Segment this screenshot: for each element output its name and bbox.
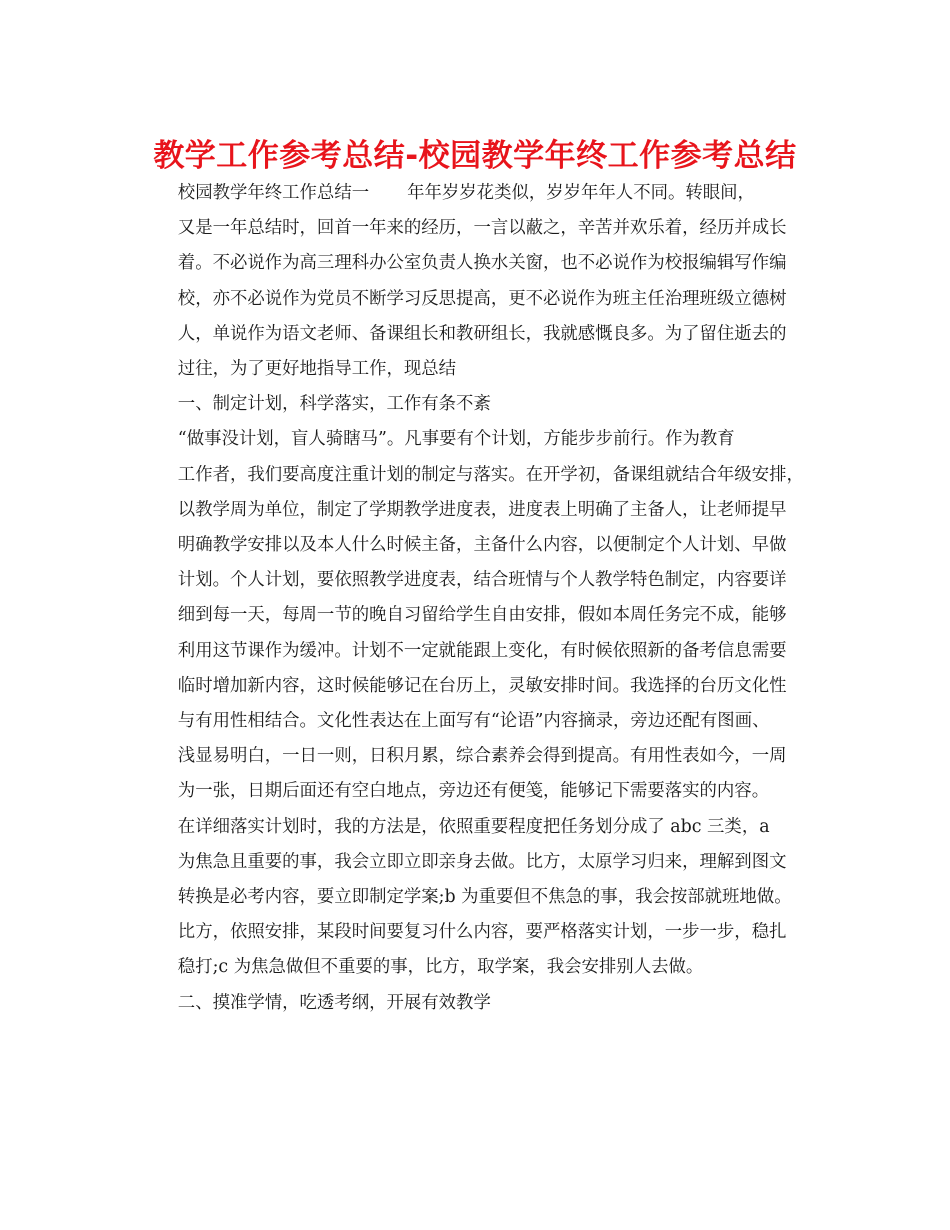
text-line: 浅显易明白，一日一则，日积月累，综合素养会得到提高。有用性表如今，一周 [177, 746, 787, 767]
document-title: 教学工作参考总结-校园教学年终工作参考总结 [153, 138, 797, 174]
text-line: 与有用性相结合。文化性表达在上面写有“论语”内容摘录，旁边还配有图画、 [177, 711, 770, 732]
paragraph-intro [143, 176, 811, 387]
text-line: 以教学周为单位，制定了学期教学进度表，进度表上明确了主备人，让老师提早 [177, 499, 787, 520]
text-line: 着。不必说作为高三理科办公室负责人换水关窗，也不必说作为校报编辑写作编 [177, 253, 787, 274]
text-line: 临时增加新内容，这时候能够记在台历上，灵敏安排时间。我选择的台历文化性 [177, 675, 787, 696]
text-line: 又是一年总结时，回首一年来的经历，一言以蔽之，辛苦并欢乐着，经历并成长 [177, 218, 787, 239]
text-line [143, 176, 811, 211]
text-segment: 年年岁岁花类似，岁岁年年人不同。转眼间， [407, 183, 755, 203]
text-line: 工作者，我们要高度注重计划的制定与落实。在开学初，备课组就结合年级安排， [177, 464, 804, 485]
section-heading-2 [143, 986, 811, 1021]
text-line: 利用这节课作为缓冲。计划不一定就能跟上变化，有时候依照新的备考信息需要 [177, 640, 787, 661]
section-heading-1 [143, 387, 811, 422]
text-line: 在详细落实计划时，我的方法是，依照重要程度把任务划分成了 abc 三类，a [177, 816, 770, 837]
text-segment: 校园教学年终工作总结一 [177, 183, 370, 203]
text-line: 为焦急且重要的事，我会立即立即亲身去做。比方，太原学习归来，理解到图文 [177, 851, 787, 872]
text-line: 转换是必考内容，要立即制定学案;b 为重要但不焦急的事，我会按部就班地做。 [177, 887, 792, 908]
text-line: 细到每一天，每周一节的晚自习留给学生自由安排，假如本周任务完不成，能够 [177, 605, 787, 626]
heading-text: 一、制定计划，科学落实，工作有条不紊 [177, 394, 491, 415]
text-line: 人，单说作为语文老师、备课组长和教研组长，我就感慨良多。为了留住逝去的 [177, 323, 787, 344]
text-line: 为一张，日期后面还有空白地点，旁边还有便笺，能够记下需要落实的内容。 [177, 781, 770, 802]
paragraph-planning [143, 422, 811, 809]
text-line: 比方，依照安排，某段时间要复习什么内容，要严格落实计划，一步一步，稳扎 [177, 922, 787, 943]
heading-text: 二、摸准学情，吃透考纲，开展有效教学 [177, 992, 491, 1013]
paragraph-implementation [143, 810, 811, 986]
text-line: “做事没计划，盲人骑瞎马”。凡事要有个计划，方能步步前行。作为教育 [177, 429, 735, 450]
text-line: 计划。个人计划，要依照教学进度表，结合班情与个人教学特色制定，内容要详 [177, 570, 787, 591]
text-line: 校，亦不必说作为党员不断学习反思提高，更不必说作为班主任治理班级立德树 [177, 288, 787, 309]
document-body [143, 176, 811, 1021]
text-line: 明确教学安排以及本人什么时候主备，主备什么内容，以便制定个人计划、早做 [177, 535, 787, 556]
text-line: 稳打;c 为焦急做但不重要的事，比方，取学案，我会安排别人去做。 [177, 957, 704, 978]
text-line: 过往，为了更好地指导工作，现总结 [177, 359, 457, 380]
